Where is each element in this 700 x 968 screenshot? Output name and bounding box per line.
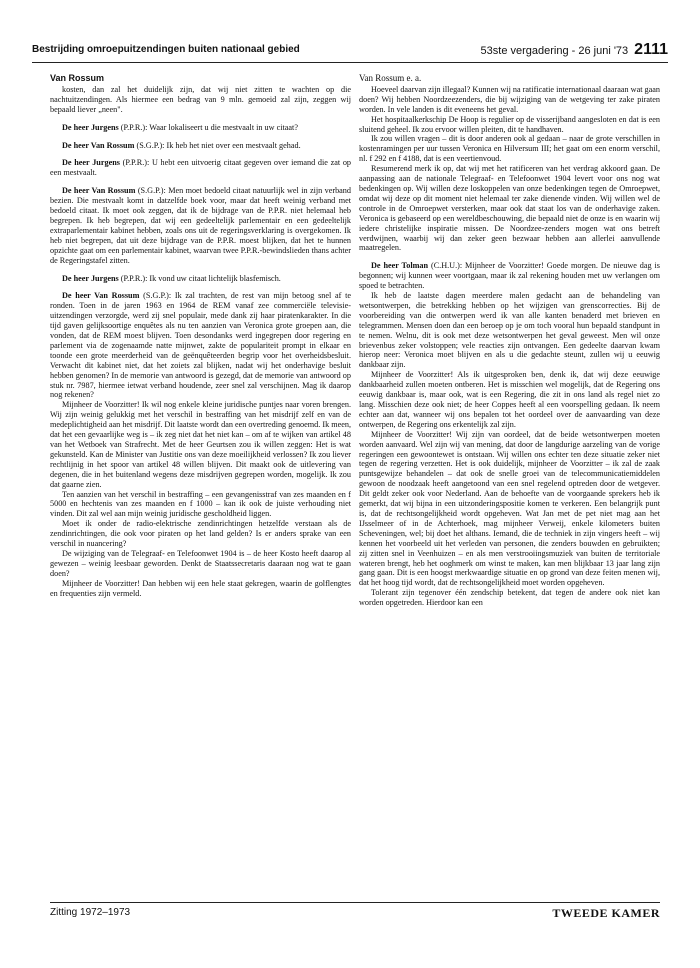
paragraph-text: De wijziging van de Telegraaf- en Telefoonwet 1904 is – de heer Kosto heeft daarop al gewezen – weinig leesbaar geworden. Denkt de Staatssecretaris daaraan nog wat te gaan doen? — [50, 548, 351, 578]
paragraph-text: Tolerant zijn tegenover één zendschip betekent, dat tegen de andere ook niet kan worden opgetreden. Hierdoor kan een — [359, 588, 660, 608]
paragraph — [50, 549, 351, 579]
paragraph-text: Moet ik onder de radio-elektrische zendinrichtingen hetzelfde verstaan als de zendinrichtingen, die ook voor piraten op het land gelden? Is er anders sprake van een verschil in nuancering? — [50, 519, 351, 549]
paragraph — [50, 158, 351, 178]
paragraph — [359, 134, 660, 164]
paragraph-text: (S.G.P.): Men moet bedoeld citaat natuurlijk wel in zijn verband bezien. Die mestvaalt komt in datzelfde boek voor, maar dat heeft weinig verband met bedoeld citaat. Ik moet ook zeggen, dat ik de bijdrage van de P.P.R. niet helemaal heb begrepen. Ik heb begrepen, dat wij een gedeeltelijk parlementair en een gedeeltelijk extraparlementair kabinet hebben, zoals ons uit de regeringsverklaring is overgekomen. Ik heb niet begrepen, dat uit deze bijdrage van de P.P.R. moest blijken, dat het te hunnen opzichte gaat om een parlementair kabinet, waarvan twee P.P.R.-bewindslieden thans achter de Regeringstafel zitten. — [50, 186, 351, 265]
speaker-name: De heer Jurgens — [62, 273, 119, 283]
paragraph-text: Ik zou willen vragen – dit is door anderen ook al gedaan – naar de grote verschillen in kostenramingen per uur tussen Veronica en Hilversum III; het gaat om een enorm verschil, nl. f 292 en f 4188, dat is een veertienvoud. — [359, 134, 660, 164]
paragraph — [359, 370, 660, 429]
paragraph — [50, 519, 351, 549]
paragraph — [359, 430, 660, 589]
paragraph — [50, 85, 351, 115]
paragraph-text: Het hospitaalkerkschip De Hoop is regulier op de visserijband aangesloten en dat is een sluitend geheel. Ik zou ervoor willen pleiten, dit te handhaven. — [359, 114, 660, 134]
paragraph — [50, 274, 351, 284]
paragraph — [50, 141, 351, 151]
paragraph-text: (P.P.R.): Waar lokaliseert u die mestvaalt in uw citaat? — [118, 122, 298, 132]
paragraph — [359, 85, 660, 115]
paragraph-text: (S.G.P.): Ik heb het niet over een mestvaalt gehad. — [134, 140, 301, 150]
speaker-name: De heer Van Rossum — [62, 140, 135, 150]
paragraph-text: (C.H.U.): Mijnheer de Voorzitter! Goede morgen. De nieuwe dag is begonnen; wij kunnen weer voortgaan, maar ik zal rekening houden met uw verlangen om spoed te betrachten. — [359, 261, 660, 291]
speaker-name: De heer Van Rossum — [62, 291, 140, 301]
left-section-heading: Van Rossum — [50, 73, 105, 83]
paragraph — [50, 186, 351, 265]
right-section-heading: Van Rossum e. a. — [359, 73, 422, 83]
speaker-name: De heer Jurgens — [62, 122, 119, 132]
header-title: Bestrijding omroepuitzendingen buiten nationaal gebied — [32, 44, 300, 55]
page-number: 2111 — [634, 41, 668, 58]
left-column — [50, 74, 351, 599]
paragraph — [359, 115, 660, 135]
paragraph-text: (P.P.R.): U hebt een uitvoerig citaat gegeven over iemand die zat op een mestvaalt. — [50, 158, 352, 178]
header-meeting-date: 53ste vergadering - 26 juni '73 — [480, 45, 629, 57]
paragraph — [50, 400, 351, 489]
page-footer — [50, 902, 660, 922]
paragraph-text: Mijnheer de Voorzitter! Wij zijn van oordeel, dat de beide wetsontwerpen moeten worden aanvaard. Wel zijn wij van mening, dat door de langdurige aarzeling van de vorige regeringen een gewoontewet is ontstaan. Wij willen ons echter ten deze situatie zeker niet tegen de regering verzetten. Het is ook duidelijk, mijnheer de Voorzitter – ik zal de zaak puntsgewijze behandelen – dat ook de snelle groei van de telecommunicatiemiddelen gewoon de noodzaak heeft aangetoond van een snel regelend optreden door de wetgever. Dit geldt zeker ook voor Nederland. Aan de behoefte van de voorgaande sprekers heb ik gemerkt, dat wij bijna in een uitzonderingspositie komen te verkeren. Een belangrijk punt is, dat de rechtsongelijkheid wordt opgeheven. Wat Jan met de pet niet mag aan het IJsselmeer of in de Achterhoek, mag mijnheer Verweij, enkele kilometers buiten Scheveningen, wel; bij doet het althans. Iemand, die de techniek in zijn vingers heeft – wij kennen het voorbeeld uit het verleden van personen, die zenders bouwden en gebruikten; zij zitten snel in Veenhuizen – en als men verstrooiingsmuziek van buiten de territoriale wateren brengt, heb het ooghmerk om winst te maken, kan men blijkbaar 13 jaar lang zijn gang gaan. Dit is een hoogst merkwaardige situatie en op grond van deze feiten menen wij, dat het hoog tijd wordt, dat de rechtsongelijkheid moet worden opgeheven. — [359, 429, 660, 588]
paragraph-text: (S.G.P.): Ik zal trachten, de rest van mijn betoog snel af te ronden. Toen in de jaren 1963 en 1964 de REM vanaf zee commerciële televisie-uitzendingen verzorgde, werd zij snel populair, mede dank zij haar piratenkarakter. In die tijd gaven gelijksoortige enquêtes als nu ten aanzien van Veronica grote groepen aan, die vonden, dat de REM moest blijven. Toen desondanks werd ingegrepen door regering en parlement via de zogenaamde natte mijnwet, zakte de populariteit prompt in elkaar en toonde een grote meerderheid van de geënquêteerden begrip voor het overheidsbesluit. Verwacht dit kabinet niet, dat het zoiets zal blijken, nadat wij het onderhavige besluit hebben genomen? In de memorie van antwoord is gezegd, dat de memorie van antwoord op stuk nr. 7987, hiermee ietwat verband houdende, zeer snel zal verschijnen. Mag ik daarop nog rekenen? — [50, 291, 351, 400]
paragraph — [50, 291, 351, 400]
paragraph — [359, 291, 660, 370]
paragraph — [359, 164, 660, 253]
paragraph-text: (P.P.R.): Ik vond uw citaat lichtelijk blasfemisch. — [118, 273, 281, 283]
speaker-name: De heer Van Rossum — [62, 186, 136, 196]
header-meeting — [481, 41, 668, 59]
footer-chamber: TWEEDE KAMER — [552, 906, 660, 920]
paragraph — [359, 261, 660, 291]
paragraph-text: Mijnheer de Voorzitter! Dan hebben wij een hele staat gekregen, waarin de golflengtes en frequenties zijn vermeld. — [50, 578, 351, 598]
page-header — [32, 40, 668, 63]
speaker-name: De heer Jurgens — [62, 158, 120, 168]
paragraph-text: kosten, dan zal het duidelijk zijn, dat wij niet zitten te wachten op die nachtuitzendingen. Als hiermee een bedrag van 9 mln. gemoeid zal zijn, zeggen wij bepaald liever „neen". — [50, 84, 351, 114]
paragraph-text: Mijnheer de Voorzitter! Als ik uitgesproken ben, denk ik, dat wij deze eeuwige dankbaarheid zullen moeten ontberen. Het is misschien wel mogelijk, dat de Regering ons eeuwig dankbaar is, maar ook, wat is een Regering, die zit in ons land als regel niet zo lang. Misschien deze ook niet; de heer Coppes heeft al een voorspelling gedaan. Ik neem echter aan dat, wanneer wij ons bepalen tot het oordeel over de aanvaarding van deze ontwerpen, de Regering ons erkentelijk zal zijn. — [359, 370, 660, 429]
paragraph-text: Mijnheer de Voorzitter! Ik wil nog enkele kleine juridische puntjes naar voren brengen. Wij zijn weinig gelukkig met het verschil in bestraffing van het misdrijf zelf en van de medeplichtigheid aan het misdrijf. Dit laatste wordt dan een overtreding genoemd. Ik meen, dat het een gevaarlijke weg is – ik zeg niet dat het niet kan – om af te wijken van artikel 48 van het Wetboek van Strafrecht. Met de heer Geurtsen zou ik willen zeggen: Het is wat gekunsteld. Kan de Minister van Justitie ons van deze moeilijkheid verlossen? Ik zou liever rechtlijnig in het spoor van artikel 48 willen blijven. Dit maakt ook de uitlevering van degenen, die in het buitenland wegens deze misdrijven gegrepen worden, mogelijk. Ik zou dat gaarne zien. — [50, 400, 351, 489]
right-column — [359, 74, 660, 608]
speaker-name: De heer Tolman — [371, 261, 429, 271]
paragraph-text: Ten aanzien van het verschil in bestraffing – een gevangenisstraf van zes maanden en f 5000 en hechtenis van zes maanden en f 1000 – kan ik ook de juiste verhouding niet vinden. Dit zal wel aan mijn weinig juridische gescholdheid liggen. — [50, 489, 351, 519]
paragraph-text: Ik heb de laatste dagen meerdere malen gedacht aan de behandeling van wetsontwerpen, die betrekking hebben op het wijzigen van grenscorrecties. Bij de voorbereiding van die ontwerpen werd ik van alle kanten benaderd met brieven en telegrammen. Mensen doen dan een beroep op je om toch vooral hun bepaald standpunt in te nemen. Welnu, dit is ook met deze wetsontwerpen het geval geweest. Men wil onze brievenbus zeker volstoppen; vele reacties zijn ontvangen. Een gedeelte daarvan kwam hierop neer: Veronica moet blijven en als u die gedachte steunt, zullen wij u eeuwig dankbaar zijn. — [359, 291, 660, 370]
paragraph — [50, 490, 351, 520]
footer-session: Zitting 1972–1973 — [50, 907, 131, 918]
paragraph — [50, 579, 351, 599]
paragraph — [50, 123, 351, 133]
paragraph-text: Hoeveel daarvan zijn illegaal? Kunnen wij na ratificatie internationaal daaraan wat gaan doen? Wij hebben Noordzeezenders, die bij wijziging van de wetgeving ter zake piraten worden. In vele landen is dit eveneens het geval. — [359, 84, 660, 114]
paragraph — [359, 588, 660, 608]
paragraph-text: Resumerend merk ik op, dat wij met het ratificeren van het verdrag akkoord gaan. De aanpassing aan de nationale Telegraaf- en Telefoonwet 1904 levert voor ons nog wat bedenkingen op. Wij willen deze loskoppelen van onze bedenkingen tegen de Omroepwet, omdat wij deze op dit moment niet helemaal ter zake dienende vinden. Wij willen wel de controle in de Omroepwet versterken, maar ook dat staat los van de onderhavige zaken. Veronica is gebaseerd op een wereldbeschouwing, die bepaald niet de onze is en waarin wij iedere christelijke inspiratie missen. De Noordzee-zenders mogen wat ons betreft verdwijnen, waarbij wij dan zeker geen bezwaar hebben aan allerlei aanvullende maatregelen. — [359, 164, 660, 253]
